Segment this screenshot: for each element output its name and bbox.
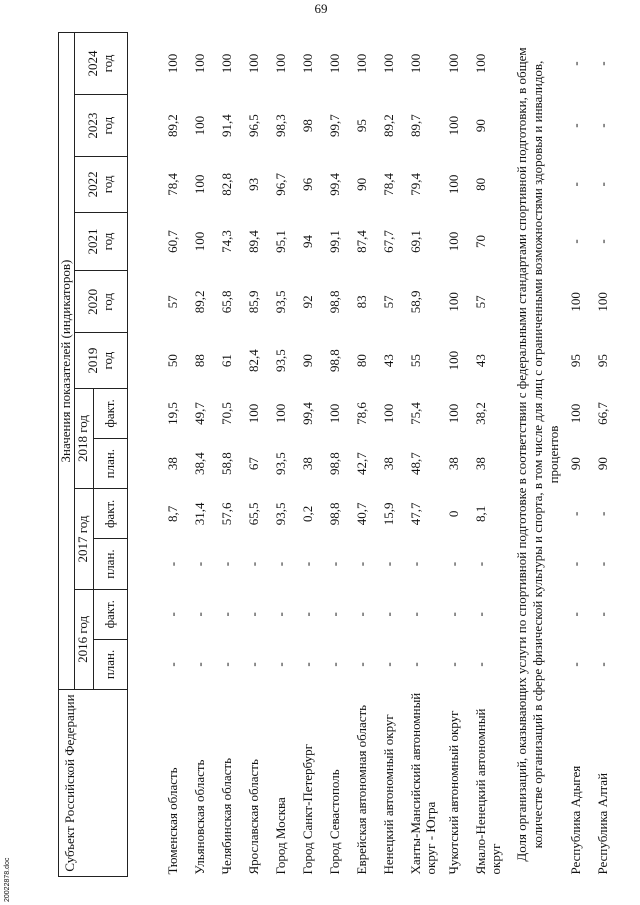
value-cell: 82,8	[218, 172, 234, 196]
value-cell: 15,9	[380, 502, 396, 526]
value-cell: 82,4	[245, 349, 261, 372]
value-cell: 50	[164, 354, 180, 368]
value-cell: 100	[191, 231, 207, 252]
value-cell: 99,7	[326, 114, 342, 137]
value-cell: 80	[472, 177, 488, 191]
value-cell: 100	[407, 53, 423, 74]
value-cell: -	[407, 612, 423, 617]
year-group-header: 2018 год	[74, 388, 93, 488]
value-cell: 100	[380, 53, 396, 74]
value-cell: -	[245, 561, 261, 567]
value-cell: -	[567, 239, 583, 244]
plan-subheader: план.	[93, 639, 127, 689]
value-cell: -	[245, 662, 261, 667]
value-cell: 100	[191, 115, 207, 136]
value-cell: 100	[245, 53, 261, 74]
subject-name-cell: Ненецкий автономный округ	[380, 714, 396, 875]
value-cell: 100	[445, 403, 461, 424]
value-cell: -	[299, 561, 315, 567]
section-title-row	[504, 33, 567, 877]
value-cell: 90	[594, 457, 610, 471]
value-cell: 96,5	[245, 114, 261, 137]
value-cell: 90	[353, 177, 369, 191]
value-cell: 85,9	[245, 290, 261, 314]
subject-name-cell: Город Москва	[272, 797, 288, 875]
value-cell: 98,8	[326, 290, 342, 314]
value-cell: 100	[472, 53, 488, 74]
value-cell: -	[472, 662, 488, 667]
value-cell: 49,7	[191, 402, 207, 425]
value-cell: -	[594, 182, 610, 187]
value-cell: -	[164, 561, 180, 567]
subject-column-header: Субъект Российской Федерации	[59, 690, 128, 877]
value-cell: -	[445, 561, 461, 567]
value-cell: -	[353, 561, 369, 567]
value-cell: 100	[218, 53, 234, 74]
value-cell: -	[594, 561, 610, 567]
value-cell: 38,2	[472, 402, 488, 425]
value-cell: 57	[380, 295, 396, 309]
value-cell: -	[594, 239, 610, 244]
value-cell: 100	[380, 403, 396, 424]
value-cell: 83	[353, 295, 369, 309]
value-cell: 31,4	[191, 502, 207, 526]
value-cell: 43	[472, 354, 488, 368]
value-cell: -	[594, 61, 610, 66]
value-cell: 100	[567, 292, 583, 312]
value-cell: 94	[299, 234, 315, 248]
value-cell: -	[218, 561, 234, 567]
value-cell: 93,5	[272, 452, 288, 476]
value-cell: 89,2	[380, 114, 396, 137]
value-cell: 92	[299, 295, 315, 309]
value-cell: -	[191, 612, 207, 617]
table-row	[272, 33, 299, 877]
year-column-header: 2019 год	[74, 333, 127, 389]
value-cell: 100	[445, 53, 461, 74]
value-cell: 95	[353, 119, 369, 133]
value-cell: -	[567, 561, 583, 567]
value-cell: 66,7	[594, 402, 610, 425]
value-cell: 43	[380, 354, 396, 368]
value-cell: 93,5	[272, 502, 288, 526]
indicators-table	[58, 32, 621, 877]
value-cell: 96,7	[272, 172, 288, 196]
value-cell: -	[472, 561, 488, 567]
value-cell: 98,8	[326, 452, 342, 476]
table-row	[326, 33, 353, 877]
subject-name-cell: Еврейская автономная область	[353, 704, 369, 875]
value-cell: -	[353, 662, 369, 667]
value-cell: 89,4	[245, 230, 261, 253]
fact-subheader: факт.	[93, 589, 127, 639]
year-group-header: 2017 год	[74, 489, 93, 589]
table-row	[472, 33, 504, 877]
table-body	[127, 33, 620, 877]
value-cell: -	[326, 612, 342, 617]
table-row	[445, 33, 472, 877]
value-cell: 90	[472, 119, 488, 133]
value-cell: 75,4	[407, 402, 423, 425]
value-cell: 95	[567, 354, 583, 368]
value-cell: -	[407, 561, 423, 567]
value-cell: -	[567, 612, 583, 617]
value-cell: 70	[472, 234, 488, 248]
value-cell: 99,1	[326, 230, 342, 253]
value-cell: 69,1	[407, 230, 423, 253]
value-cell: 42,7	[353, 452, 369, 476]
year-column-header: 2023 год	[74, 95, 127, 157]
value-cell: 47,7	[407, 502, 423, 526]
value-cell: -	[272, 662, 288, 667]
value-cell: 87,4	[353, 230, 369, 253]
value-cell: -	[218, 612, 234, 617]
table-row	[245, 33, 272, 877]
value-cell: 89,2	[164, 114, 180, 137]
table-row	[380, 33, 407, 877]
value-cell: -	[472, 612, 488, 617]
year-group-header: 2016 год	[74, 589, 93, 689]
value-cell: 58,9	[407, 290, 423, 314]
value-cell: -	[164, 662, 180, 667]
value-cell: -	[567, 511, 583, 517]
value-cell: -	[594, 123, 610, 128]
subject-name-cell: Ямало-Ненецкий автономный округ	[472, 708, 503, 875]
subject-name-cell: Город Севастополь	[326, 769, 342, 875]
value-cell: -	[272, 612, 288, 617]
value-cell: 90	[567, 457, 583, 471]
value-cell: -	[594, 662, 610, 667]
value-cell: 70,5	[218, 402, 234, 425]
value-cell: 89,2	[191, 290, 207, 314]
table-row	[164, 33, 191, 877]
value-cell: 58,8	[218, 452, 234, 476]
value-cell: -	[407, 662, 423, 667]
value-cell: 99,4	[326, 172, 342, 196]
value-cell: 57	[164, 295, 180, 309]
value-cell: 98,3	[272, 114, 288, 137]
value-cell: -	[191, 561, 207, 567]
value-cell: -	[380, 561, 396, 567]
year-column-header: 2021 год	[74, 212, 127, 271]
value-cell: 78,4	[380, 172, 396, 196]
value-cell: 98,8	[326, 502, 342, 526]
value-cell: -	[245, 612, 261, 617]
value-cell: -	[326, 662, 342, 667]
value-cell: -	[567, 662, 583, 667]
value-cell: -	[353, 612, 369, 617]
value-cell: 99,4	[299, 402, 315, 425]
value-cell: 100	[326, 403, 342, 424]
year-column-header: 2022 год	[74, 157, 127, 213]
value-cell: -	[594, 612, 610, 617]
value-cell: 96	[299, 177, 315, 191]
value-cell: 38	[380, 457, 396, 471]
value-cell: 38	[472, 457, 488, 471]
value-cell: 100	[445, 350, 461, 371]
subject-name-cell: Тюменская область	[164, 767, 180, 875]
value-cell: 88	[191, 354, 207, 368]
value-cell: 93	[245, 177, 261, 191]
value-cell: -	[299, 612, 315, 617]
value-cell: -	[164, 612, 180, 617]
value-cell: 38	[164, 457, 180, 471]
value-cell: -	[326, 561, 342, 567]
value-cell: 61	[218, 354, 234, 368]
table-row	[353, 33, 380, 877]
value-cell: 91,4	[218, 114, 234, 137]
subject-name-cell: Республика Адыгея	[567, 765, 583, 875]
value-cell: -	[272, 561, 288, 567]
value-cell: 89,7	[407, 114, 423, 137]
value-cell: 100	[272, 403, 288, 424]
value-cell: 55	[407, 354, 423, 368]
value-cell: -	[380, 662, 396, 667]
value-cell: 65,8	[218, 290, 234, 314]
subject-name-cell: Город Санкт-Петербург	[299, 744, 315, 875]
table-row	[218, 33, 245, 877]
value-cell: 100	[191, 53, 207, 74]
subject-name-cell: Чукотский автономный округ	[445, 710, 461, 875]
subject-name-cell: Челябинская область	[218, 757, 234, 875]
plan-subheader: план.	[93, 439, 127, 489]
value-cell: 100	[445, 174, 461, 195]
value-cell: 80	[353, 354, 369, 368]
value-cell: 100	[245, 403, 261, 424]
value-cell: -	[218, 662, 234, 667]
value-cell: 93,5	[272, 290, 288, 314]
value-cell: 0,2	[299, 505, 315, 522]
value-cell: 78,6	[353, 402, 369, 425]
value-cell: 78,4	[164, 172, 180, 196]
table-row	[407, 33, 445, 877]
value-cell: 90	[299, 354, 315, 368]
value-cell: -	[191, 662, 207, 667]
value-cell: 100	[164, 53, 180, 74]
page-number: 69	[314, 1, 328, 16]
value-cell: -	[299, 662, 315, 667]
value-cell: 60,7	[164, 230, 180, 253]
value-cell: 48,7	[407, 452, 423, 476]
value-cell: 74,3	[218, 230, 234, 253]
value-cell: 100	[445, 292, 461, 312]
fact-subheader: факт.	[93, 489, 127, 539]
value-cell: 65,5	[245, 502, 261, 526]
table-row	[299, 33, 326, 877]
value-cell: 100	[299, 53, 315, 74]
year-column-header: 2020 год	[74, 271, 127, 333]
fact-subheader: факт.	[93, 388, 127, 438]
value-cell: 100	[445, 231, 461, 252]
value-cell: 100	[326, 53, 342, 74]
value-cell: 98	[299, 119, 315, 133]
table-row	[594, 33, 621, 877]
value-cell: -	[567, 123, 583, 128]
value-cell: 100	[445, 115, 461, 136]
value-cell: 100	[594, 292, 610, 312]
table-header	[59, 33, 128, 877]
value-cell: -	[445, 612, 461, 617]
value-cell: 19,5	[164, 402, 180, 425]
value-cell: 8,1	[472, 505, 488, 522]
subject-name-cell: Ханты-Мансийский автономный округ - Югра	[407, 692, 438, 875]
value-cell: 95	[594, 354, 610, 368]
values-group-header: Значения показателей (индикаторов)	[59, 33, 75, 690]
year-column-header: 2024 год	[74, 33, 127, 95]
value-cell: 8,7	[164, 505, 180, 522]
value-cell: 79,4	[407, 172, 423, 196]
value-cell: 38	[445, 457, 461, 471]
value-cell: 57,6	[218, 502, 234, 526]
value-cell: 38,4	[191, 452, 207, 476]
value-cell: 95,1	[272, 230, 288, 253]
spacer-row	[127, 33, 164, 877]
value-cell: 100	[191, 174, 207, 195]
value-cell: 67,7	[380, 230, 396, 253]
value-cell: 98,8	[326, 349, 342, 372]
plan-subheader: план.	[93, 539, 127, 589]
subject-name-cell: Республика Алтай	[594, 772, 610, 875]
value-cell: 40,7	[353, 502, 369, 526]
table-row	[191, 33, 218, 877]
table-row	[567, 33, 594, 877]
value-cell: 57	[472, 295, 488, 309]
subject-name-cell: Ульяновская область	[191, 759, 207, 875]
rotated-table-container	[58, 32, 638, 877]
value-cell: 100	[353, 53, 369, 74]
value-cell: -	[594, 511, 610, 517]
value-cell: 100	[567, 403, 583, 424]
subject-name-cell: Ярославская область	[245, 759, 261, 875]
section-title: Доля организаций, оказывающих услуги по спортивной подготовке в соответствии с федеральными стандартами спортивной подготовки, в общем количестве организаций в сфере физической культуры и спорта, в том числе для лиц с ограниченными возможностями здоровья и инвалидов, процентов	[513, 47, 562, 862]
value-cell: -	[445, 662, 461, 667]
value-cell: 38	[299, 457, 315, 471]
value-cell: 0	[445, 510, 461, 518]
value-cell: -	[380, 612, 396, 617]
document-id: 20022878.doc	[4, 857, 11, 902]
value-cell: -	[567, 61, 583, 66]
value-cell: -	[567, 182, 583, 187]
value-cell: 67	[245, 457, 261, 471]
value-cell: 93,5	[272, 349, 288, 372]
value-cell: 100	[272, 53, 288, 74]
